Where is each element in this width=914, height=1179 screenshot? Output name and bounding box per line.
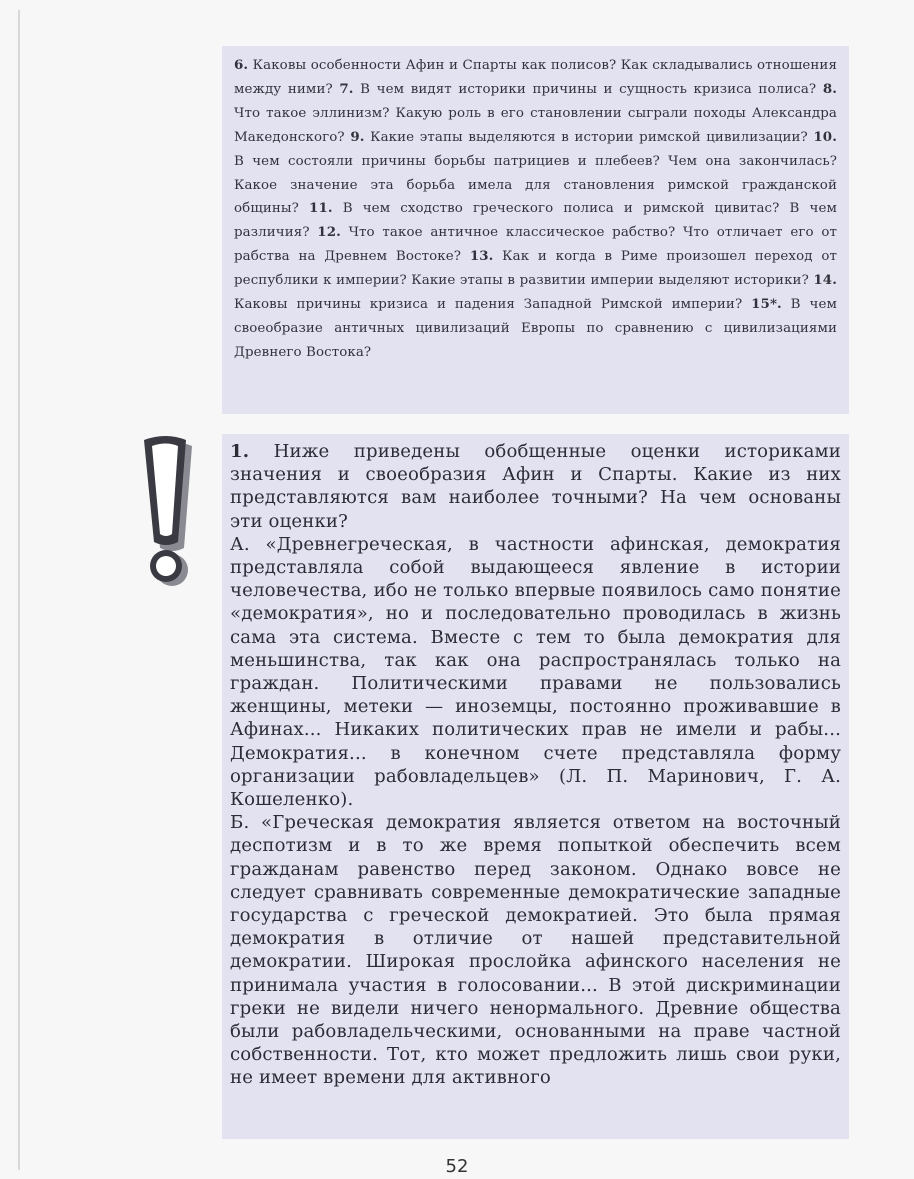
question-number: 6. xyxy=(234,57,249,73)
question-number: 10. xyxy=(813,128,837,145)
question-number: 9. xyxy=(350,128,365,145)
exclamation-mark-graphic xyxy=(126,430,206,590)
question-text: В чем своеобразие античных цивилизаций Европы по сравнению с цивилизациями Древнего Востока? xyxy=(234,297,837,360)
assignment-text xyxy=(230,440,841,1090)
question-text: В чем видят историки причины и сущность кризиса полиса? xyxy=(353,81,823,97)
question-text: В чем состояли причины борьбы патрициев и плебеев? Чем она закончилась? Какое значение эта борьба имела для становления римской гражданской общины? xyxy=(234,153,837,217)
assignment-intro-paragraph xyxy=(230,440,841,533)
question-text: Что такое античное классическое рабство? Что отличает его от рабства на Древнем Востоке? xyxy=(234,225,837,265)
exclamation-mark-icon xyxy=(126,430,206,590)
question-text: В чем сходство греческого полиса и римской цивитас? В чем различия? xyxy=(234,201,837,241)
question-number: 12. xyxy=(317,224,341,241)
question-number: 15*. xyxy=(751,296,782,313)
assignment-intro: Ниже приведены обобщенные оценки историками значения и своеобразия Афин и Спарты. Какие из них представляются вам наиболее точными? На чем основаны эти оценки? xyxy=(230,441,841,532)
question-text: Что такое эллинизм? Какую роль в его становлении сыграли походы Александра Македонского? xyxy=(234,105,837,145)
page-edge xyxy=(18,10,20,1170)
question-number: 8. xyxy=(822,80,837,97)
question-text: Какие этапы выделяются в истории римской цивилизации? xyxy=(364,129,814,145)
question-number: 7. xyxy=(339,80,354,97)
question-text: Каковы особенности Афин и Спарты как полисов? Как складывались отношения между ними? xyxy=(234,58,837,97)
assignment-block xyxy=(222,434,849,1139)
assignment-number: 1. xyxy=(230,441,250,462)
question-number: 14. xyxy=(813,272,837,289)
question-text: Каковы причины кризиса и падения Западной Римской империи? xyxy=(234,297,752,313)
quote-b: Б. «Греческая демократия является ответом на восточный деспотизм и в то же время попыткой обеспечить всем гражданам равенство перед законом. Однако вовсе не следует сравнивать современные демократические западные государства с греческой демократией. Это была прямая демократия в отличие от нашей представительной демократии. Широкая прослойка афинского населения не принимала участия в голосовании... В этой дискриминации греки не видели ничего ненормального. Древние общества были рабовладельческими, основанными на праве частной собственности. Тот, кто может предложить лишь свои руки, не имеет времени для активного xyxy=(230,812,841,1089)
question-text: Как и когда в Риме произошел переход от республики к империи? Какие этапы в развитии империи выделяют историки? xyxy=(234,249,837,289)
review-questions-text xyxy=(234,54,837,365)
review-questions-block xyxy=(222,46,849,414)
quote-a: А. «Древнегреческая, в частности афинская, демократия представляла собой выдающееся явление в истории человечества, ибо не только впервые появилось само понятие «демократия», но и последовательно проводилась в жизнь сама эта система. Вместе с тем то была демократия для меньшинства, так как она распространялась только на граждан. Политическими правами не пользовались женщины, метеки — иноземцы, постоянно проживавшие в Афинах... Никаких политических прав не имели и рабы... Демократия... в конечном счете представляла форму организации рабовладельцев» (Л. П. Маринович, Г. А. Кошеленко). xyxy=(230,533,841,811)
page-number: 52 xyxy=(445,1156,469,1177)
question-number: 11. xyxy=(309,200,333,217)
question-number: 13. xyxy=(469,248,494,265)
